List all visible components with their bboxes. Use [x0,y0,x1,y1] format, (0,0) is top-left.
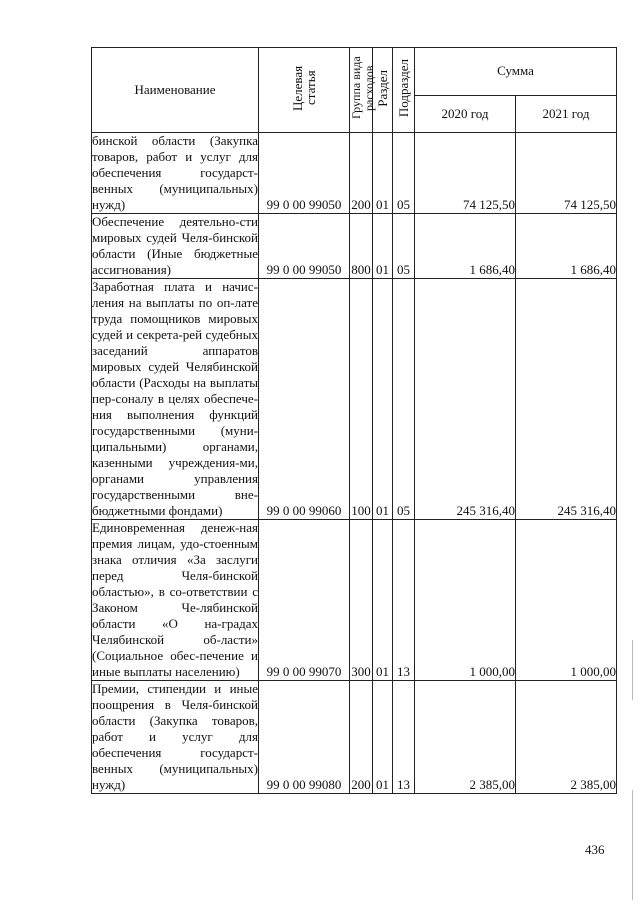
row-subsection: 13 [393,520,415,681]
row-group: 200 [350,133,373,214]
header-subsection-text: Подраздел [396,58,411,118]
row-section: 01 [373,279,393,520]
budget-table [91,47,617,794]
row-name: Премии, стипендии и иные поощрения в Челя-бинской области (Закупка товаров, работ и услуг для обеспечения государст-венных (муниципальных) нужд) [92,681,258,792]
row-sum-2021: 1 686,40 [516,214,617,279]
row-sum-2020: 2 385,00 [415,681,516,794]
row-sum-2020: 1 000,00 [415,520,516,681]
header-expense-group [349,48,376,133]
page-number: 436 [585,842,605,857]
row-subsection: 05 [393,279,415,520]
header-target-article-text: Целевая статья [290,65,318,111]
header-subsection [393,48,415,133]
row-section: 01 [373,681,393,794]
table-row [92,681,617,794]
row-article: 99 0 00 99070 [259,520,350,681]
row-section: 01 [373,520,393,681]
table-row [92,133,617,214]
table-row [92,520,617,681]
row-sum-2020: 74 125,50 [415,133,516,214]
header-sum: Сумма [415,48,617,96]
row-section: 01 [373,214,393,279]
row-name: бинской области (Закупка товаров, работ и услуг для обеспечения государст-венных (муниципальных) нужд) [92,133,258,212]
row-group: 100 [350,279,373,520]
header-name: Наименование [92,48,259,133]
header-target-article [259,48,350,133]
row-subsection: 05 [393,133,415,214]
table-row [92,214,617,279]
row-name: Обеспечение деятельно-сти мировых судей Челя-бинской области (Иные бюджетные ассигнования) [92,214,258,277]
table-body [92,133,617,794]
row-name: Единовременная денеж-ная премия лицам, удо-стоенным знака отличия «За заслуги перед Челя-бинской областью», в со-ответствии с Законом Че-лябинской области «О на-градах Челябинской об-ласти» (Социальное обес-печение и иные выплаты населению) [92,520,258,679]
row-article: 99 0 00 99060 [259,279,350,520]
scan-edge-mark [632,790,633,900]
header-year-2021: 2021 год [516,95,617,132]
table-header [92,48,617,133]
row-subsection: 13 [393,681,415,794]
table-row [92,279,617,520]
row-group: 800 [350,214,373,279]
row-sum-2021: 245 316,40 [516,279,617,520]
row-section: 01 [373,133,393,214]
header-section-text: Раздел [375,69,390,107]
row-group: 200 [350,681,373,794]
row-subsection: 05 [393,214,415,279]
row-sum-2021: 1 000,00 [516,520,617,681]
row-article: 99 0 00 99050 [259,214,350,279]
row-sum-2021: 2 385,00 [516,681,617,794]
row-article: 99 0 00 99050 [259,133,350,214]
row-sum-2020: 1 686,40 [415,214,516,279]
row-sum-2020: 245 316,40 [415,279,516,520]
row-article: 99 0 00 99080 [259,681,350,794]
scan-edge-mark [632,640,633,700]
header-expense-group-text: Группа вида расходов [349,56,376,120]
row-sum-2021: 74 125,50 [516,133,617,214]
row-group: 300 [350,520,373,681]
row-name: Заработная плата и начис-ления на выплаты по оп-лате труда помощников мировых судей и секрета-рей судебных заседаний аппаратов мировых судей Челябинской области (Расходы на выплаты пер-соналу в целях обеспече-ния выполнения функций государственными (муни-ципальными) органами, казенными учреждения-ми, органами управления государственными вне-бюджетными фондами) [92,279,258,518]
header-year-2020: 2020 год [415,95,516,132]
